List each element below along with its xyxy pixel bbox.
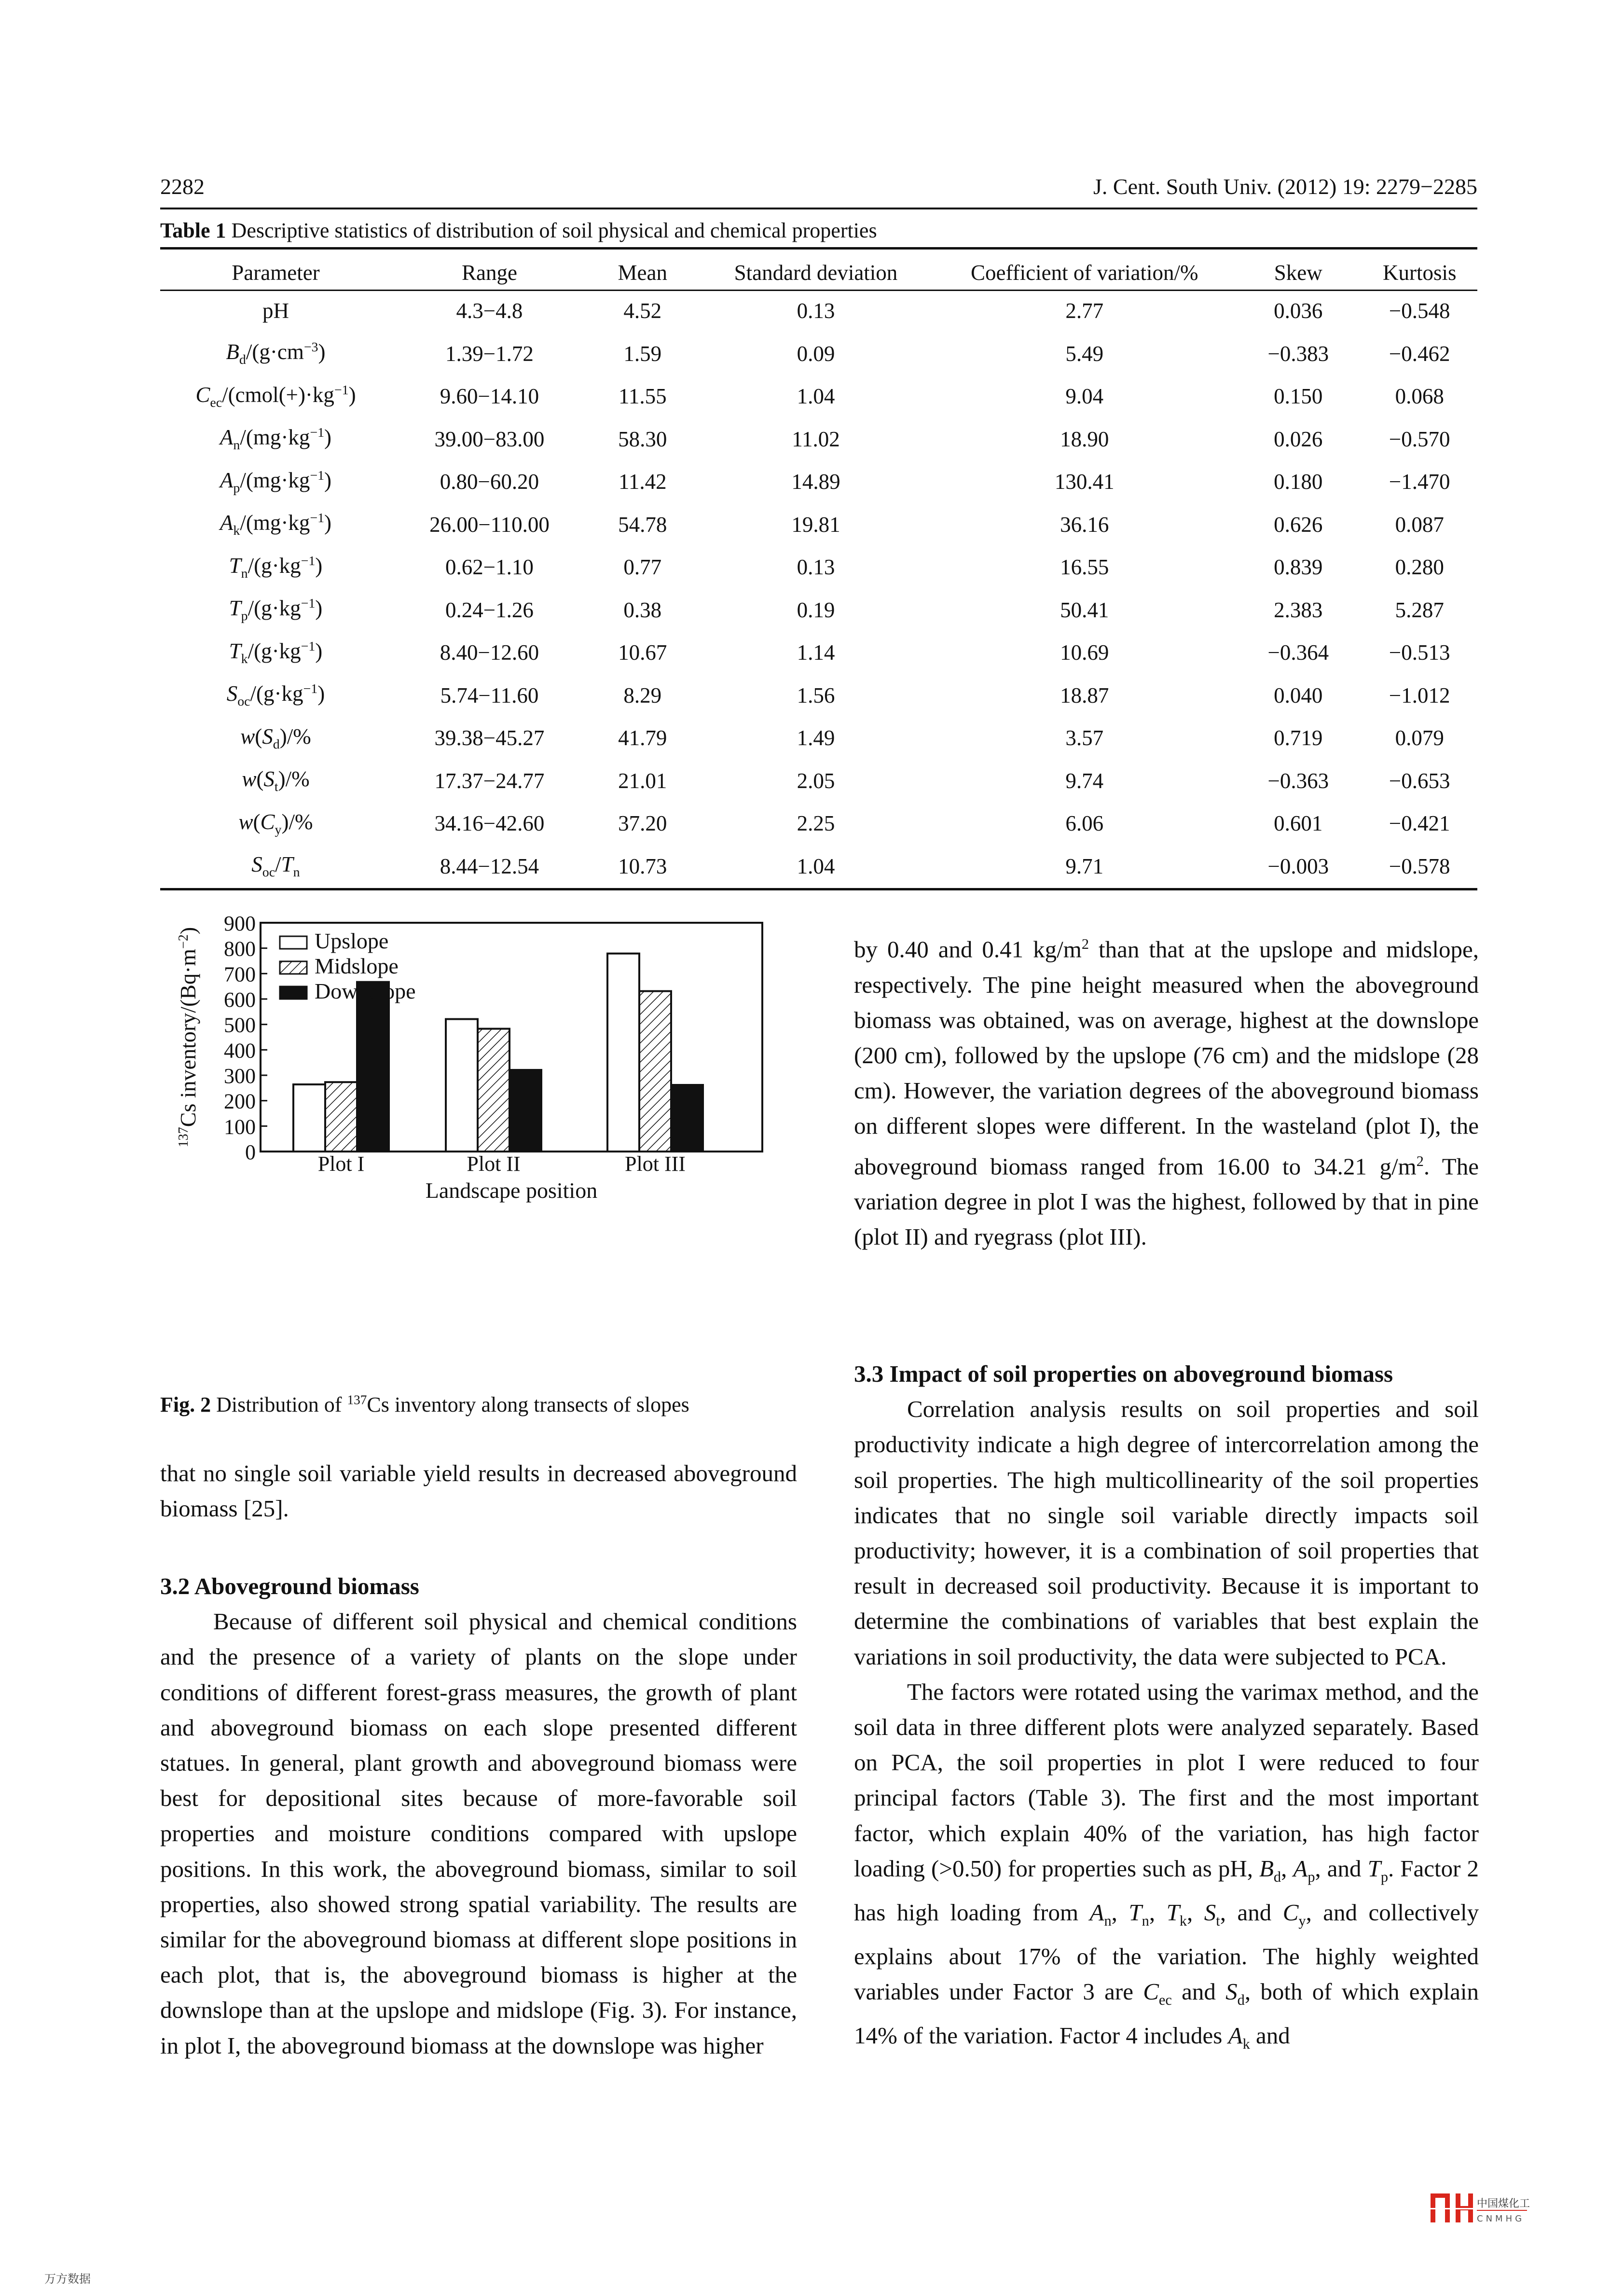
cell-skew: −0.364 — [1267, 640, 1329, 665]
cell-mean: 10.73 — [618, 854, 667, 878]
cell-range: 26.00−110.00 — [429, 512, 550, 537]
section-heading-3-3: 3.3 Impact of soil properties on aboveground biomass — [854, 1360, 1393, 1387]
cell-sd: 1.56 — [797, 683, 835, 708]
cell-range: 39.00−83.00 — [434, 427, 545, 451]
svg-text:CNMHG: CNMHG — [1477, 2214, 1525, 2224]
cell-skew: 0.040 — [1274, 683, 1323, 708]
table-row — [160, 802, 1477, 845]
column-header: Range — [462, 261, 517, 285]
cell-skew: 0.601 — [1274, 811, 1323, 836]
cell-skew: 2.383 — [1274, 597, 1323, 622]
section-3-2 — [160, 1568, 797, 2063]
y-tick-label: 0 — [245, 1140, 256, 1164]
cell-parameter: $w(S_t)/\%$ — [242, 767, 310, 795]
cell-cv: 18.87 — [1060, 683, 1109, 708]
header-rule — [160, 208, 1477, 209]
y-axis-label: $^{137}$Cs inventory/$(Bq\cdot m^{-2})$ — [176, 927, 200, 1148]
paragraph: by 0.40 and 0.41 $kg/m^2$ than that at the upslope and midslope, respectively. The pine height measured when the aboveground biomass was obtained, was on average, highest at the downslope (200 cm), followed by the upslope (76 cm) and the midslope (28 cm). However, the variation degrees of the aboveground biomass on different slopes were different. In the wasteland (plot I), the aboveground biomass ranged from 16.00 to 34.21 $g/m^2$. The variation degree in plot I was the highest, followed by that in pine (plot II) and ryegrass (plot III). — [854, 936, 1479, 1250]
table-row — [160, 375, 1477, 418]
cell-sd: 14.89 — [791, 470, 840, 494]
cell-parameter: $A_k/(mg\cdot kg^{-1})$ — [220, 511, 332, 539]
cell-kurtosis: −0.653 — [1389, 768, 1450, 793]
cell-parameter: $S_{oc}/(g\cdot kg^{-1})$ — [226, 681, 325, 709]
cell-skew: 0.180 — [1274, 470, 1323, 494]
bar-midslope — [325, 1082, 357, 1152]
cell-cv: 10.69 — [1060, 640, 1109, 665]
cell-mean: 4.52 — [623, 299, 662, 323]
cell-mean: 11.55 — [618, 384, 667, 409]
section-3-3 — [854, 1356, 1479, 2062]
table-label: Table 1 — [160, 219, 226, 242]
table-row — [160, 503, 1477, 546]
cell-range: 8.40−12.60 — [440, 640, 539, 665]
cell-kurtosis: −1.470 — [1389, 470, 1450, 494]
cell-sd: 0.19 — [797, 597, 835, 622]
paragraph: The factors were rotated using the varimax method, and the soil data in three different plots were analyzed separately. Based on PCA, the soil properties in plot I were reduced to four principal factors (Table 3). The first and the most important factor, which explain 40% of the variation, has high factor loading (>0.50) for properties such as pH, $B_d$, $A_p$, and $T_p$. Factor 2 has high loading from $A_n$, $T_n$, $T_k$, $S_t$, and $C_y$, and collectively explains about 17% of the variation. The highly weighted variables under Factor 3 are $C_{ec}$ and $S_d$, both of which explain 14% of the variation. Factor 4 includes $A_k$ and — [854, 1678, 1479, 2052]
cell-mean: 10.67 — [618, 640, 667, 665]
journal-citation: J. Cent. South Univ. (2012) 19: 2279−2285 — [1093, 174, 1477, 199]
cell-kurtosis: −0.462 — [1389, 341, 1450, 366]
table-header-rule — [160, 290, 1477, 291]
stats-table — [160, 256, 1477, 888]
cell-kurtosis: −0.513 — [1389, 640, 1450, 665]
table-top-rule — [160, 247, 1477, 250]
y-tick-label: 800 — [224, 937, 256, 961]
paragraph: Because of different soil physical and chemical conditions and the presence of a variety of plants on the slope under conditions of different forest-grass measures, the growth of plant and aboveground biomass on each slope presented different statues. In general, plant growth and aboveground biomass were best for depositional sites because of more-favorable soil properties and moisture conditions compared with upslope positions. In this work, the aboveground biomass, similar to soil properties, also showed strong spatial variability. The results are similar for the aboveground biomass at different slope positions in each plot, that is, the aboveground biomass is higher at the downslope than at the upslope and midslope (Fig. 3). For instance, in plot I, the aboveground biomass at the downslope was higher — [160, 1608, 797, 2059]
left-column-continuation — [160, 1456, 797, 1526]
right-column-continuation — [854, 927, 1479, 1254]
cell-cv: 9.71 — [1065, 854, 1104, 878]
cell-cv: 3.57 — [1065, 726, 1104, 750]
y-tick-label: 700 — [224, 962, 256, 986]
table-title: Descriptive statistics of distribution of soil physical and chemical properties — [226, 219, 877, 242]
cell-range: 9.60−14.10 — [440, 384, 539, 409]
paragraph: Correlation analysis results on soil properties and soil productivity indicate a high degree of intercorrelation among the soil properties. The high multicollinearity of the soil properties indicates that no single soil variable directly impacts soil productivity; however, it is a combination of soil properties that result in decreased soil productivity. Because it is important to determine the combinations of variables that best explain the variations in soil productivity, the data were subjected to PCA. — [854, 1396, 1479, 1670]
cell-parameter: pH — [262, 299, 289, 323]
legend-swatch-midslope — [280, 961, 307, 974]
legend-label: Midslope — [315, 954, 399, 978]
table-row — [160, 333, 1477, 375]
cell-range: 0.24−1.26 — [445, 597, 534, 622]
cell-sd: 1.49 — [797, 726, 835, 750]
cell-sd: 0.13 — [797, 299, 835, 323]
y-tick-label: 600 — [224, 988, 256, 1012]
legend-swatch-downslope — [280, 986, 307, 999]
cell-skew: −0.003 — [1267, 854, 1329, 878]
cell-skew: 0.626 — [1274, 512, 1323, 537]
legend-label: Downslope — [315, 979, 416, 1003]
cell-parameter: $T_p/(g\cdot kg^{-1})$ — [229, 596, 323, 624]
x-axis-label: Landscape position — [425, 1178, 598, 1203]
figure-caption — [160, 1392, 689, 1417]
cell-cv: 16.55 — [1060, 555, 1109, 580]
caption-superscript: 137 — [347, 1392, 367, 1407]
cell-sd: 0.13 — [797, 555, 835, 580]
cell-sd: 1.04 — [797, 854, 835, 878]
table-body — [160, 290, 1477, 888]
cell-kurtosis: 5.287 — [1395, 597, 1444, 622]
y-tick-label: 200 — [224, 1089, 256, 1113]
table-row — [160, 290, 1477, 333]
figure-label: Fig. 2 — [160, 1393, 211, 1416]
x-tick-label: Plot III — [625, 1152, 686, 1176]
y-tick-label: 400 — [224, 1039, 256, 1063]
bar-downslope — [509, 1070, 541, 1152]
table-row — [160, 760, 1477, 803]
column-header: Skew — [1274, 261, 1322, 285]
table-bottom-rule — [160, 888, 1477, 890]
table-row — [160, 845, 1477, 888]
section-heading-3-2: 3.2 Aboveground biomass — [160, 1573, 419, 1599]
cell-kurtosis: −0.421 — [1389, 811, 1450, 836]
cell-range: 0.62−1.10 — [445, 555, 534, 580]
cell-range: 8.44−12.54 — [440, 854, 539, 878]
caption-text: Distribution of — [211, 1393, 347, 1416]
table-caption — [160, 218, 877, 243]
table-row — [160, 717, 1477, 760]
mh-logo-icon — [1431, 2193, 1474, 2222]
cell-skew: 0.150 — [1274, 384, 1323, 409]
cell-parameter: $T_k/(g\cdot kg^{-1})$ — [229, 638, 323, 666]
cell-parameter: $T_n/(g\cdot kg^{-1})$ — [229, 553, 323, 581]
cell-kurtosis: 0.068 — [1395, 384, 1444, 409]
bar-downslope — [357, 982, 389, 1152]
cell-parameter: $w(C_y)/\%$ — [238, 809, 313, 837]
cell-kurtosis: −0.570 — [1389, 427, 1450, 451]
cell-mean: 0.38 — [623, 597, 662, 622]
cell-sd: 1.14 — [797, 640, 835, 665]
cell-cv: 18.90 — [1060, 427, 1109, 451]
running-head — [160, 174, 1477, 208]
cell-parameter: $A_n/(mg\cdot kg^{-1})$ — [220, 425, 332, 453]
table-row — [160, 674, 1477, 717]
cell-parameter: $S_{oc}/T_n$ — [251, 852, 300, 880]
paragraph: that no single soil variable yield results in decreased aboveground biomass [25]. — [160, 1460, 797, 1522]
cell-skew: 0.026 — [1274, 427, 1323, 451]
cell-mean: 58.30 — [618, 427, 667, 451]
cell-sd: 2.25 — [797, 811, 835, 836]
cell-kurtosis: −1.012 — [1389, 683, 1450, 708]
cell-kurtosis: −0.578 — [1389, 854, 1450, 878]
bar-upslope — [446, 1019, 478, 1152]
cell-range: 34.16−42.60 — [434, 811, 545, 836]
cell-cv: 5.49 — [1065, 341, 1104, 366]
caption-text-end: Cs inventory along transects of slopes — [367, 1393, 689, 1416]
legend-swatch-upslope — [280, 936, 307, 949]
page-number: 2282 — [160, 174, 205, 199]
publisher-logo — [1431, 2193, 1551, 2227]
cell-kurtosis: −0.548 — [1389, 299, 1450, 323]
table-row — [160, 589, 1477, 632]
y-tick-label: 300 — [224, 1064, 256, 1088]
svg-text:中国煤化工: 中国煤化工 — [1477, 2198, 1530, 2210]
cell-sd: 2.05 — [797, 768, 835, 793]
cell-parameter: $B_d/(g\cdot cm^{-3})$ — [226, 340, 326, 368]
cell-cv: 36.16 — [1060, 512, 1109, 537]
y-tick-label: 900 — [224, 912, 256, 935]
table-row — [160, 631, 1477, 674]
cell-range: 39.38−45.27 — [434, 726, 545, 750]
cell-sd: 11.02 — [792, 427, 840, 451]
cell-mean: 1.59 — [623, 341, 662, 366]
table-row — [160, 418, 1477, 461]
cell-mean: 11.42 — [618, 470, 667, 494]
cell-cv: 9.74 — [1065, 768, 1104, 793]
cell-skew: 0.839 — [1274, 555, 1323, 580]
cell-range: 17.37−24.77 — [434, 768, 545, 793]
cell-cv: 9.04 — [1065, 384, 1104, 409]
cell-skew: 0.719 — [1274, 726, 1323, 750]
y-tick-label: 100 — [224, 1115, 256, 1139]
cell-mean: 41.79 — [618, 726, 667, 750]
figure-2-chart — [159, 912, 806, 1375]
cell-kurtosis: 0.087 — [1395, 512, 1444, 537]
column-header: Mean — [618, 261, 668, 285]
cell-cv: 50.41 — [1060, 597, 1109, 622]
bar-downslope — [671, 1085, 703, 1152]
y-tick-label: 500 — [224, 1013, 256, 1037]
cell-range: 4.3−4.8 — [456, 299, 523, 323]
cell-skew: −0.383 — [1267, 341, 1329, 366]
legend-label: Upslope — [315, 929, 389, 953]
cell-sd: 19.81 — [791, 512, 840, 537]
column-header: Standard deviation — [734, 261, 898, 285]
x-tick-label: Plot I — [317, 1152, 365, 1176]
cell-skew: 0.036 — [1274, 299, 1323, 323]
cell-range: 0.80−60.20 — [440, 470, 539, 494]
bar-midslope — [478, 1029, 509, 1152]
cell-kurtosis: 0.079 — [1395, 726, 1444, 750]
cell-cv: 2.77 — [1065, 299, 1104, 323]
table-row — [160, 460, 1477, 503]
bar-upslope — [607, 954, 639, 1152]
table-header-row — [160, 256, 1477, 290]
table-row — [160, 546, 1477, 589]
cell-mean: 21.01 — [618, 768, 667, 793]
bar-upslope — [293, 1084, 325, 1152]
cell-range: 5.74−11.60 — [440, 683, 539, 708]
cell-mean: 8.29 — [623, 683, 662, 708]
cell-cv: 6.06 — [1065, 811, 1104, 836]
cell-range: 1.39−1.72 — [445, 341, 534, 366]
cell-parameter: $C_{ec}/(cmol(+)\cdot kg^{-1})$ — [195, 382, 356, 410]
x-tick-label: Plot II — [467, 1152, 521, 1176]
cell-sd: 1.04 — [797, 384, 835, 409]
column-header: Kurtosis — [1382, 261, 1457, 285]
cell-mean: 54.78 — [618, 512, 667, 537]
column-header: Coefficient of variation/% — [970, 261, 1198, 285]
bar-midslope — [639, 991, 671, 1152]
cell-parameter: $A_p/(mg\cdot kg^{-1})$ — [220, 468, 332, 496]
column-header: Parameter — [232, 261, 320, 285]
cell-skew: −0.363 — [1267, 768, 1329, 793]
footer-watermark: 万方数据 — [44, 2272, 91, 2286]
cell-cv: 130.41 — [1054, 470, 1115, 494]
cell-mean: 0.77 — [623, 555, 662, 580]
cell-parameter: $w(S_d)/\%$ — [240, 724, 311, 752]
cell-mean: 37.20 — [618, 811, 667, 836]
cell-sd: 0.09 — [797, 341, 835, 366]
cell-kurtosis: 0.280 — [1395, 555, 1444, 580]
